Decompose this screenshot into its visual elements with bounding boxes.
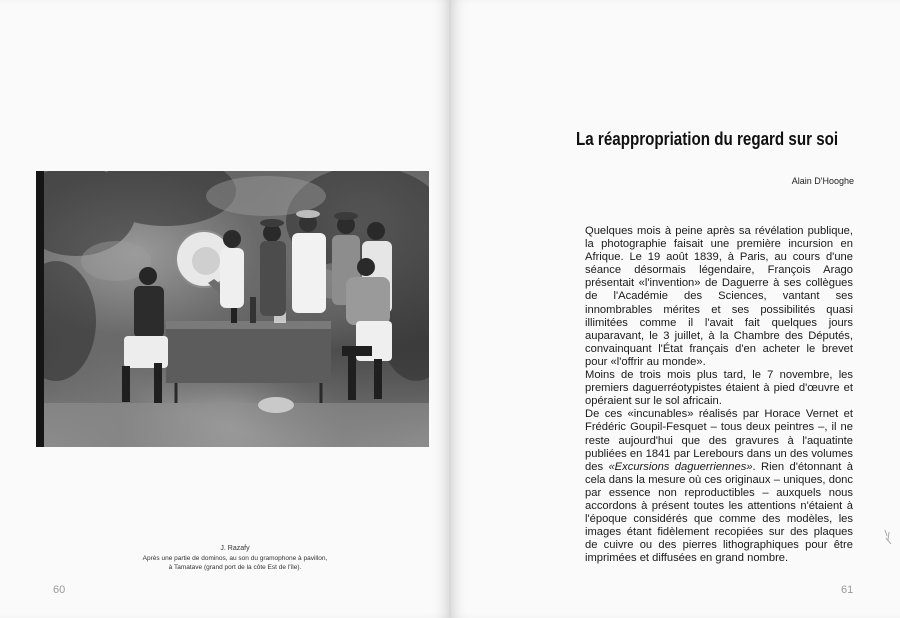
photo-caption xyxy=(80,544,390,572)
caption-title: J. Razafy xyxy=(220,545,250,552)
margin-mark-icon xyxy=(883,528,893,546)
photograph-scene xyxy=(36,171,429,447)
article-author: Alain D'Hooghe xyxy=(791,176,854,186)
page-number-left: 60 xyxy=(53,584,66,596)
caption-line: Après une partie de dominos, au son du gramophone à pavillon, xyxy=(142,555,328,562)
page-number-right: 61 xyxy=(841,584,854,596)
body-paragraph: Quelques mois à peine après sa révélation publique, la photographie faisait une première incursion en Afrique. Le 19 août 1839, à Paris, au cours d'une séance désormais légendaire, François Arago présentait «l'invention» de Daguerre à ses collègues de l'Académie des Sciences, vantant ses innombrables mérites et ses possibilités quasi illimitées comme il l'avait fait quelques jours auparavant, le 3 juillet, à la Chambre des Députés, convainquant l'État français d'en acheter le brevet pour «l'offrir au monde». xyxy=(585,225,853,368)
body-paragraph: Moins de trois mois plus tard, le 7 novembre, les premiers daguerréotypistes étaient à pied d'œuvre et opéraient sur le sol africain. xyxy=(585,369,853,408)
left-page xyxy=(0,0,449,618)
article-title: La réappropriation du regard sur soi xyxy=(576,128,839,149)
caption-line: à Tamatave (grand port de la côte Est de l'île). xyxy=(168,564,302,571)
paragraph-text: De ces «incunables» réalisés par Horace Vernet et Frédéric Goupil-Fesquet – tous deux peintres –, il ne reste aujourd'hui que des gravures à l'aquatinte publiées en 1841 par Lerebours dans un des volumes des xyxy=(585,408,853,473)
right-page xyxy=(451,0,900,618)
paragraph-text: . Rien d'étonnant à cela dans la mesure où ces originaux – uniques, donc par essence non reproductibles – auxquels nous accordons à présent toutes les attentions n'étaient à l'époque considérés que comme des modèles, les images étant fidèlement recopiées sur des plaques de cuivre ou des pierres lithographiques pour être imprimées et diffusées en grand nombre. xyxy=(585,460,853,565)
historical-photograph xyxy=(36,171,429,447)
article-body xyxy=(585,225,853,565)
book-title-italic: «Excursions daguerriennes» xyxy=(608,460,753,473)
body-paragraph xyxy=(585,408,853,565)
